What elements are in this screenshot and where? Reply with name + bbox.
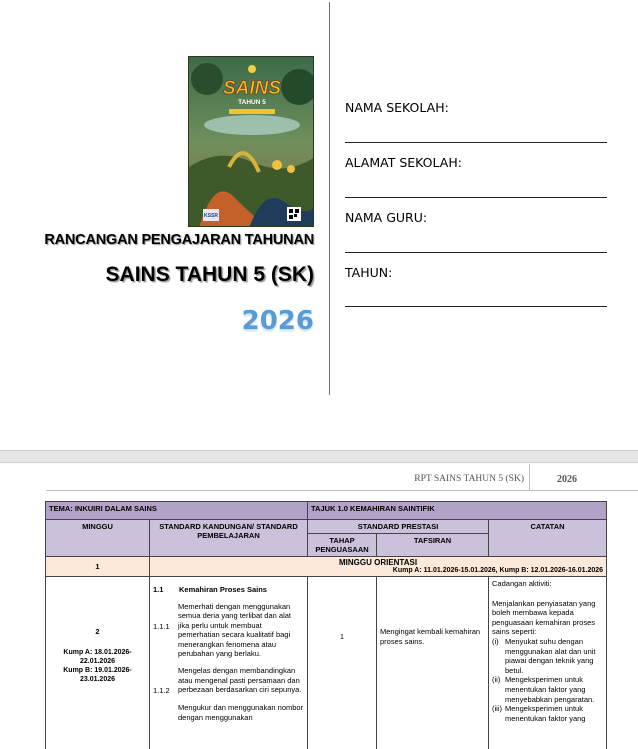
week2-row [46, 577, 607, 749]
catatan-item-3 [492, 704, 603, 723]
orientation-week: 1 [46, 557, 150, 577]
orientation-title: MINGGU ORIENTASI [338, 558, 418, 567]
school-name-field[interactable] [345, 100, 607, 115]
sk-heading [153, 585, 304, 594]
catatan-intro: Cadangan aktiviti: [492, 579, 552, 588]
catatan-mark-2: (ii) [492, 675, 501, 685]
catatan-mark-1: (i) [492, 636, 499, 646]
theme-cell: TEMA: INKUIRI DALAM SAINS [46, 502, 308, 520]
year-line [345, 306, 607, 307]
catatan-item-text-1: Menyukat suhu dengan menggunakan alat dan unit piawai dengan teknik yang betul. [505, 636, 596, 675]
sp-text-1: Memerhati dengan menggunakan semua deria yang terlibat dan alat jika perlu untuk membuat pemerhatian secara kualitatif bagi menerangkan fenomena atau perubahan yang berlaku. [178, 602, 291, 658]
catatan-cell [489, 577, 607, 749]
vertical-divider [329, 2, 330, 395]
sp-text-3: Mengukur dan menggunakan nombor dengan menggunakan [178, 703, 304, 722]
book-badge-text: KSSR [204, 213, 218, 219]
book-brand-text: SAINS [222, 78, 282, 99]
header-separator [529, 464, 530, 490]
document-subtitle: SAINS TAHUN 5 (SK) [105, 263, 314, 286]
catatan-item-text-3: Mengeksperimen untuk menentukan faktor yang [505, 704, 586, 723]
sp-item-3 [153, 703, 304, 722]
sp-code-1: 1.1.1 [153, 622, 170, 631]
school-address-label: ALAMAT SEKOLAH: [345, 155, 462, 170]
orientation-cell [150, 557, 607, 577]
school-address-field[interactable] [345, 155, 607, 170]
sk-title: Kemahiran Proses Sains [179, 585, 267, 594]
sp-code-2: 1.1.2 [153, 686, 170, 696]
topic-cell: TAJUK 1.0 KEMAHIRAN SAINTIFIK [308, 502, 607, 520]
catatan-item-2 [492, 675, 603, 704]
col-sk-header: STANDARD KANDUNGAN/ STANDARD PEMBELAJARAN [150, 520, 308, 557]
catatan-item-1 [492, 637, 603, 675]
theme-row [46, 502, 607, 520]
school-name-line [345, 142, 607, 143]
rpt-page [0, 463, 638, 749]
header-row [46, 520, 607, 534]
school-name-label: NAMA SEKOLAH: [345, 100, 449, 115]
week2-cell [46, 577, 150, 749]
teacher-name-line [345, 252, 607, 253]
tafsiran-cell: Mengingat kembali kemahiran proses sains. [377, 577, 489, 749]
sp-code-3 [153, 703, 178, 722]
col-tp-header: TAHAP PENGUASAAN [308, 534, 377, 557]
document-title: RANCANGAN PENGAJARAN TAHUNAN [44, 232, 314, 248]
page-gap [0, 450, 638, 463]
week2-number: 2 [95, 627, 100, 636]
col-catatan-header: CATATAN [489, 520, 607, 557]
tp-cell: 1 [308, 577, 377, 749]
col-tafsiran-header: TAFSIRAN [377, 534, 489, 557]
document-year: 2026 [241, 306, 314, 336]
header-title: RPT SAINS TAHUN 5 (SK) [414, 474, 524, 484]
orientation-row [46, 557, 607, 577]
rpt-table [45, 501, 607, 749]
week2-sk-cell [150, 577, 308, 749]
catatan-item-text-2: Mengeksperimen untuk menentukan faktor yang menyebabkan pengaratan. [505, 675, 595, 704]
year-label: TAHUN: [345, 265, 393, 280]
week2-kump-b: Kump B: 19.01.2026-23.01.2026 [63, 667, 132, 684]
week2-kump-a: Kump A: 18.01.2026-22.01.2026 [63, 649, 132, 666]
catatan-text: Menjalankan penyiasatan yang boleh membawa kepada penguasaan kemahiran proses sains seperti: [492, 598, 596, 637]
sk-code: 1.1 [153, 585, 164, 594]
textbook-cover-image [188, 56, 314, 227]
teacher-name-field[interactable] [345, 210, 607, 225]
orientation-dates: Kump A: 11.01.2026-15.01.2026, Kump B: 12.01.2026-16.01.2026 [392, 567, 604, 574]
teacher-name-label: NAMA GURU: [345, 210, 428, 225]
catatan-mark-3: (iii) [492, 704, 503, 714]
sp-item-1 [153, 602, 304, 658]
header-year: 2026 [557, 474, 577, 485]
sp-item-2 [153, 666, 304, 695]
sp-text-2: Mengelas dengan membandingkan atau mengenal pasti persamaan dan perbezaan berdasarkan ciri sepunya. [178, 666, 302, 694]
col-minggu-header: MINGGU [46, 520, 150, 557]
col-sp-header: STANDARD PRESTASI [308, 520, 489, 534]
book-grade-text: TAHUN 5 [238, 99, 266, 106]
year-field[interactable] [345, 265, 607, 280]
school-address-line [345, 197, 607, 198]
header-rule [46, 490, 638, 491]
